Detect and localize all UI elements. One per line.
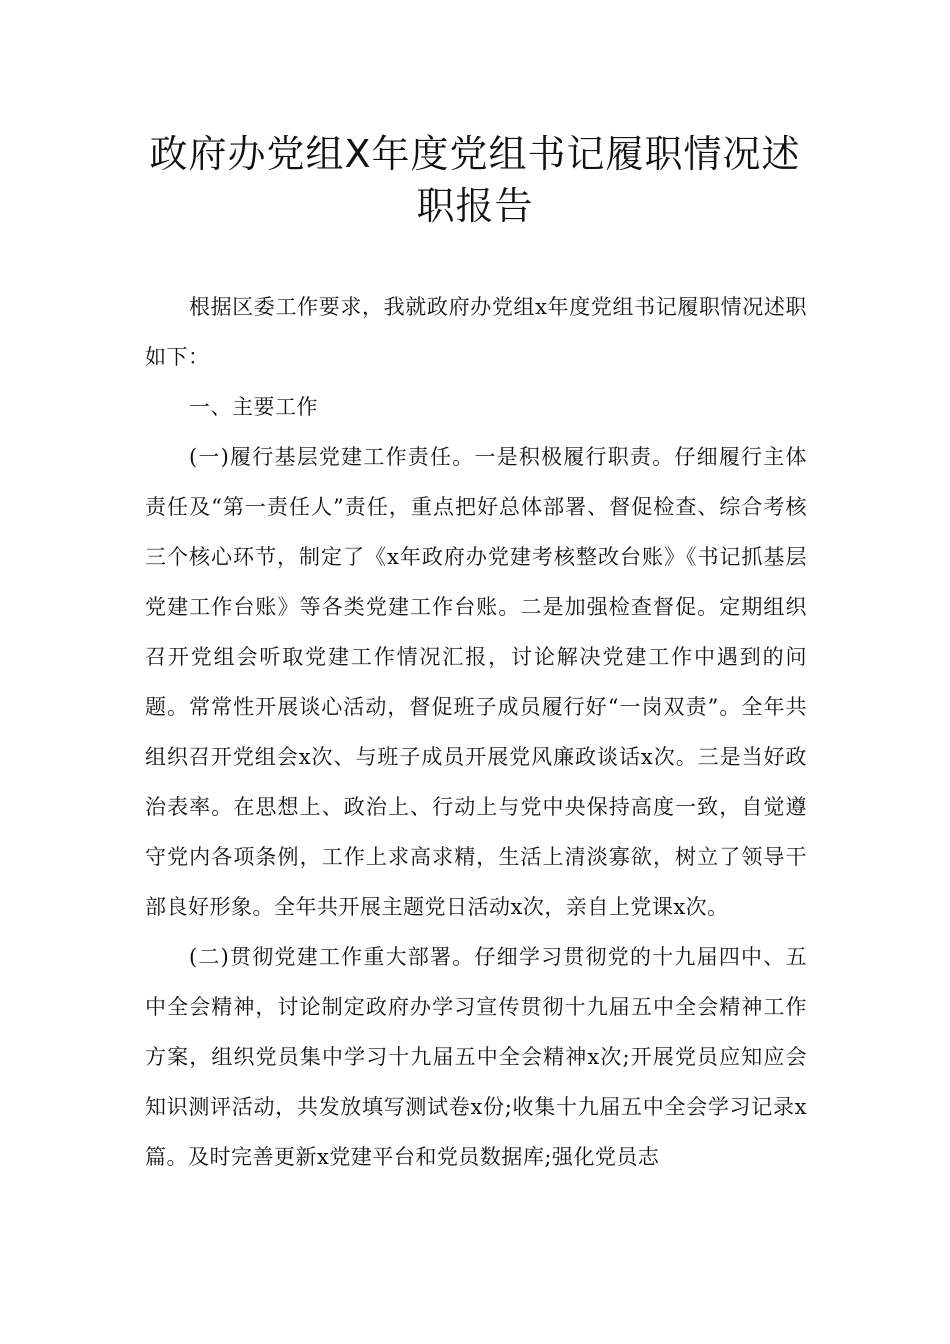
title-line-1: 政府办党组Ⅹ年度党组书记履职情况述 <box>149 132 801 176</box>
paragraph-section-1: (一)履行基层党建工作责任。一是积极履行职责。仔细履行主体责任及“第一责任人”责任，重点把好总体部署、督促检查、综合考核三个核心环节，制定了《x年政府办党建考核整改台账》《书记抓基层党建工作台账》等各类党建工作台账。二是加强检查督促。定期组织召开党组会听取党建工作情况汇报，讨论解决党建工作中遇到的问题。常常性开展谈心活动，督促班子成员履行好“一岗双责”。全年共组织召开党组会x次、与班子成员开展党风廉政谈话x次。三是当好政治表率。在思想上、政治上、行动上与党中央保持高度一致，自觉遵守党内各项条例，工作上求高求精，生活上清淡寡欲，树立了领导干部良好形象。全年共开展主题党日活动x次，亲自上党课x次。 <box>145 445 807 919</box>
section-heading-main-work: 一、主要工作 <box>189 395 318 419</box>
title-line-2: 职报告 <box>416 184 534 228</box>
document-body <box>145 282 807 1182</box>
paragraph-section-2: (二)贯彻党建工作重大部署。仔细学习贯彻党的十九届四中、五中全会精神，讨论制定政府办学习宣传贯彻十九届五中全会精神工作方案，组织党员集中学习十九届五中全会精神x次;开展党员应知应会知识测评活动，共发放填写测试卷x份;收集十九届五中全会学习记录x篇。及时完善更新x党建平台和党员数据库;强化党员志 <box>145 945 807 1169</box>
paragraph-intro: 根据区委工作要求，我就政府办党组x年度党组书记履职情况述职如下： <box>145 295 807 369</box>
document-title <box>120 128 830 232</box>
